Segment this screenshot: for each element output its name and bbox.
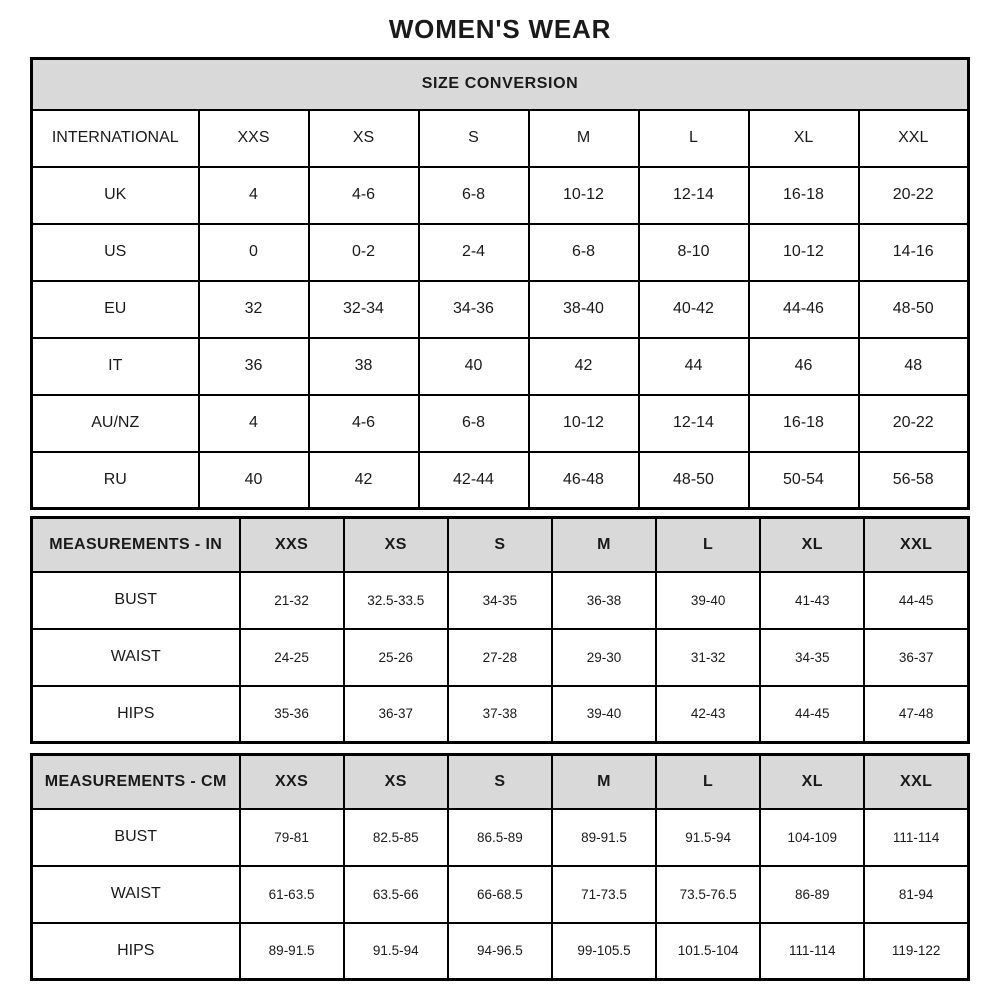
size-value-cell: 4 <box>199 167 309 224</box>
size-value-cell: 32-34 <box>309 281 419 338</box>
row-label: WAIST <box>32 866 240 923</box>
measurement-value-cell: 82.5-85 <box>344 809 448 866</box>
table-row-hips <box>32 686 969 743</box>
size-value-cell: 16-18 <box>749 167 859 224</box>
table-row-eu <box>32 281 969 338</box>
table-header-row <box>32 518 969 572</box>
size-value-cell: 50-54 <box>749 452 859 509</box>
size-value-cell: 34-36 <box>419 281 529 338</box>
size-conversion-table <box>30 57 970 510</box>
table-row-aunz <box>32 395 969 452</box>
size-value-cell: 6-8 <box>529 224 639 281</box>
measurement-value-cell: 29-30 <box>552 629 656 686</box>
measurements-in-title: MEASUREMENTS - IN <box>32 518 240 572</box>
header-cell-size: XL <box>760 755 864 809</box>
measurement-value-cell: 47-48 <box>864 686 968 743</box>
measurement-value-cell: 39-40 <box>552 686 656 743</box>
table-row-it <box>32 338 969 395</box>
header-cell-size: XXL <box>864 518 968 572</box>
table-row-bust <box>32 809 969 866</box>
measurement-value-cell: 73.5-76.5 <box>656 866 760 923</box>
measurement-value-cell: 35-36 <box>240 686 344 743</box>
header-cell-size: S <box>448 755 552 809</box>
row-label: BUST <box>32 809 240 866</box>
size-value-cell: 42 <box>529 338 639 395</box>
size-value-cell: 4-6 <box>309 395 419 452</box>
size-value-cell: 6-8 <box>419 395 529 452</box>
size-value-cell: 46-48 <box>529 452 639 509</box>
measurement-value-cell: 34-35 <box>448 572 552 629</box>
size-value-cell: 48 <box>859 338 969 395</box>
row-label: BUST <box>32 572 240 629</box>
size-value-cell: 46 <box>749 338 859 395</box>
measurement-value-cell: 25-26 <box>344 629 448 686</box>
header-cell-size: M <box>552 518 656 572</box>
size-value-cell: 10-12 <box>529 395 639 452</box>
measurement-value-cell: 36-38 <box>552 572 656 629</box>
measurement-value-cell: 111-114 <box>760 923 864 980</box>
table-row-ru <box>32 452 969 509</box>
size-value-cell: 2-4 <box>419 224 529 281</box>
measurements-cm-table <box>30 753 970 981</box>
size-value-cell: 14-16 <box>859 224 969 281</box>
table-row-waist <box>32 866 969 923</box>
size-value-cell: 12-14 <box>639 395 749 452</box>
measurement-value-cell: 24-25 <box>240 629 344 686</box>
measurement-value-cell: 39-40 <box>656 572 760 629</box>
row-label: HIPS <box>32 686 240 743</box>
header-cell-size: XXL <box>859 110 969 167</box>
header-cell-international: INTERNATIONAL <box>32 110 199 167</box>
size-value-cell: 48-50 <box>859 281 969 338</box>
header-cell-size: XXS <box>199 110 309 167</box>
measurement-value-cell: 44-45 <box>864 572 968 629</box>
size-value-cell: 42 <box>309 452 419 509</box>
header-cell-size: XS <box>344 518 448 572</box>
row-label: WAIST <box>32 629 240 686</box>
size-value-cell: 56-58 <box>859 452 969 509</box>
size-value-cell: 10-12 <box>529 167 639 224</box>
row-label: HIPS <box>32 923 240 980</box>
measurement-value-cell: 36-37 <box>864 629 968 686</box>
measurement-value-cell: 71-73.5 <box>552 866 656 923</box>
measurement-value-cell: 44-45 <box>760 686 864 743</box>
row-label: IT <box>32 338 199 395</box>
measurement-value-cell: 101.5-104 <box>656 923 760 980</box>
measurement-value-cell: 66-68.5 <box>448 866 552 923</box>
size-value-cell: 40 <box>419 338 529 395</box>
measurement-value-cell: 63.5-66 <box>344 866 448 923</box>
header-cell-size: XXL <box>864 755 968 809</box>
header-cell-size: M <box>529 110 639 167</box>
size-value-cell: 12-14 <box>639 167 749 224</box>
size-value-cell: 4 <box>199 395 309 452</box>
measurement-value-cell: 81-94 <box>864 866 968 923</box>
measurement-value-cell: 104-109 <box>760 809 864 866</box>
header-cell-size: S <box>419 110 529 167</box>
measurement-value-cell: 36-37 <box>344 686 448 743</box>
measurement-value-cell: 61-63.5 <box>240 866 344 923</box>
measurement-value-cell: 89-91.5 <box>240 923 344 980</box>
size-value-cell: 44-46 <box>749 281 859 338</box>
table-row-us <box>32 224 969 281</box>
measurement-value-cell: 89-91.5 <box>552 809 656 866</box>
header-cell-size: L <box>656 518 760 572</box>
row-label: UK <box>32 167 199 224</box>
table-header-row <box>32 755 969 809</box>
measurement-value-cell: 27-28 <box>448 629 552 686</box>
measurement-value-cell: 42-43 <box>656 686 760 743</box>
row-label: RU <box>32 452 199 509</box>
size-value-cell: 0 <box>199 224 309 281</box>
size-value-cell: 42-44 <box>419 452 529 509</box>
row-label: EU <box>32 281 199 338</box>
header-cell-size: XS <box>309 110 419 167</box>
measurements-cm-title: MEASUREMENTS - CM <box>32 755 240 809</box>
measurement-value-cell: 86-89 <box>760 866 864 923</box>
size-value-cell: 4-6 <box>309 167 419 224</box>
header-cell-size: L <box>656 755 760 809</box>
table-row-hips <box>32 923 969 980</box>
size-value-cell: 0-2 <box>309 224 419 281</box>
header-cell-size: XL <box>760 518 864 572</box>
size-value-cell: 6-8 <box>419 167 529 224</box>
measurement-value-cell: 32.5-33.5 <box>344 572 448 629</box>
size-value-cell: 10-12 <box>749 224 859 281</box>
header-cell-size: XXS <box>240 518 344 572</box>
size-value-cell: 40-42 <box>639 281 749 338</box>
header-cell-size: XL <box>749 110 859 167</box>
measurement-value-cell: 119-122 <box>864 923 968 980</box>
measurement-value-cell: 94-96.5 <box>448 923 552 980</box>
row-label: US <box>32 224 199 281</box>
measurement-value-cell: 79-81 <box>240 809 344 866</box>
table-title-row <box>32 59 969 110</box>
size-value-cell: 38-40 <box>529 281 639 338</box>
measurement-value-cell: 86.5-89 <box>448 809 552 866</box>
measurement-value-cell: 31-32 <box>656 629 760 686</box>
measurement-value-cell: 21-32 <box>240 572 344 629</box>
measurement-value-cell: 99-105.5 <box>552 923 656 980</box>
measurement-value-cell: 91.5-94 <box>656 809 760 866</box>
size-value-cell: 40 <box>199 452 309 509</box>
measurements-in-table <box>30 516 970 744</box>
measurement-value-cell: 37-38 <box>448 686 552 743</box>
size-value-cell: 48-50 <box>639 452 749 509</box>
measurement-value-cell: 41-43 <box>760 572 864 629</box>
table-header-row <box>32 110 969 167</box>
measurement-value-cell: 91.5-94 <box>344 923 448 980</box>
size-value-cell: 32 <box>199 281 309 338</box>
size-value-cell: 8-10 <box>639 224 749 281</box>
table-row-waist <box>32 629 969 686</box>
size-value-cell: 20-22 <box>859 167 969 224</box>
table-row-bust <box>32 572 969 629</box>
header-cell-size: XXS <box>240 755 344 809</box>
size-value-cell: 36 <box>199 338 309 395</box>
header-cell-size: L <box>639 110 749 167</box>
header-cell-size: XS <box>344 755 448 809</box>
size-value-cell: 44 <box>639 338 749 395</box>
measurement-value-cell: 34-35 <box>760 629 864 686</box>
size-value-cell: 20-22 <box>859 395 969 452</box>
table-row-uk <box>32 167 969 224</box>
page-title: WOMEN'S WEAR <box>388 14 612 44</box>
header-cell-size: S <box>448 518 552 572</box>
measurement-value-cell: 111-114 <box>864 809 968 866</box>
size-value-cell: 38 <box>309 338 419 395</box>
header-cell-size: M <box>552 755 656 809</box>
size-value-cell: 16-18 <box>749 395 859 452</box>
row-label: AU/NZ <box>32 395 199 452</box>
size-conversion-title: SIZE CONVERSION <box>32 59 969 110</box>
